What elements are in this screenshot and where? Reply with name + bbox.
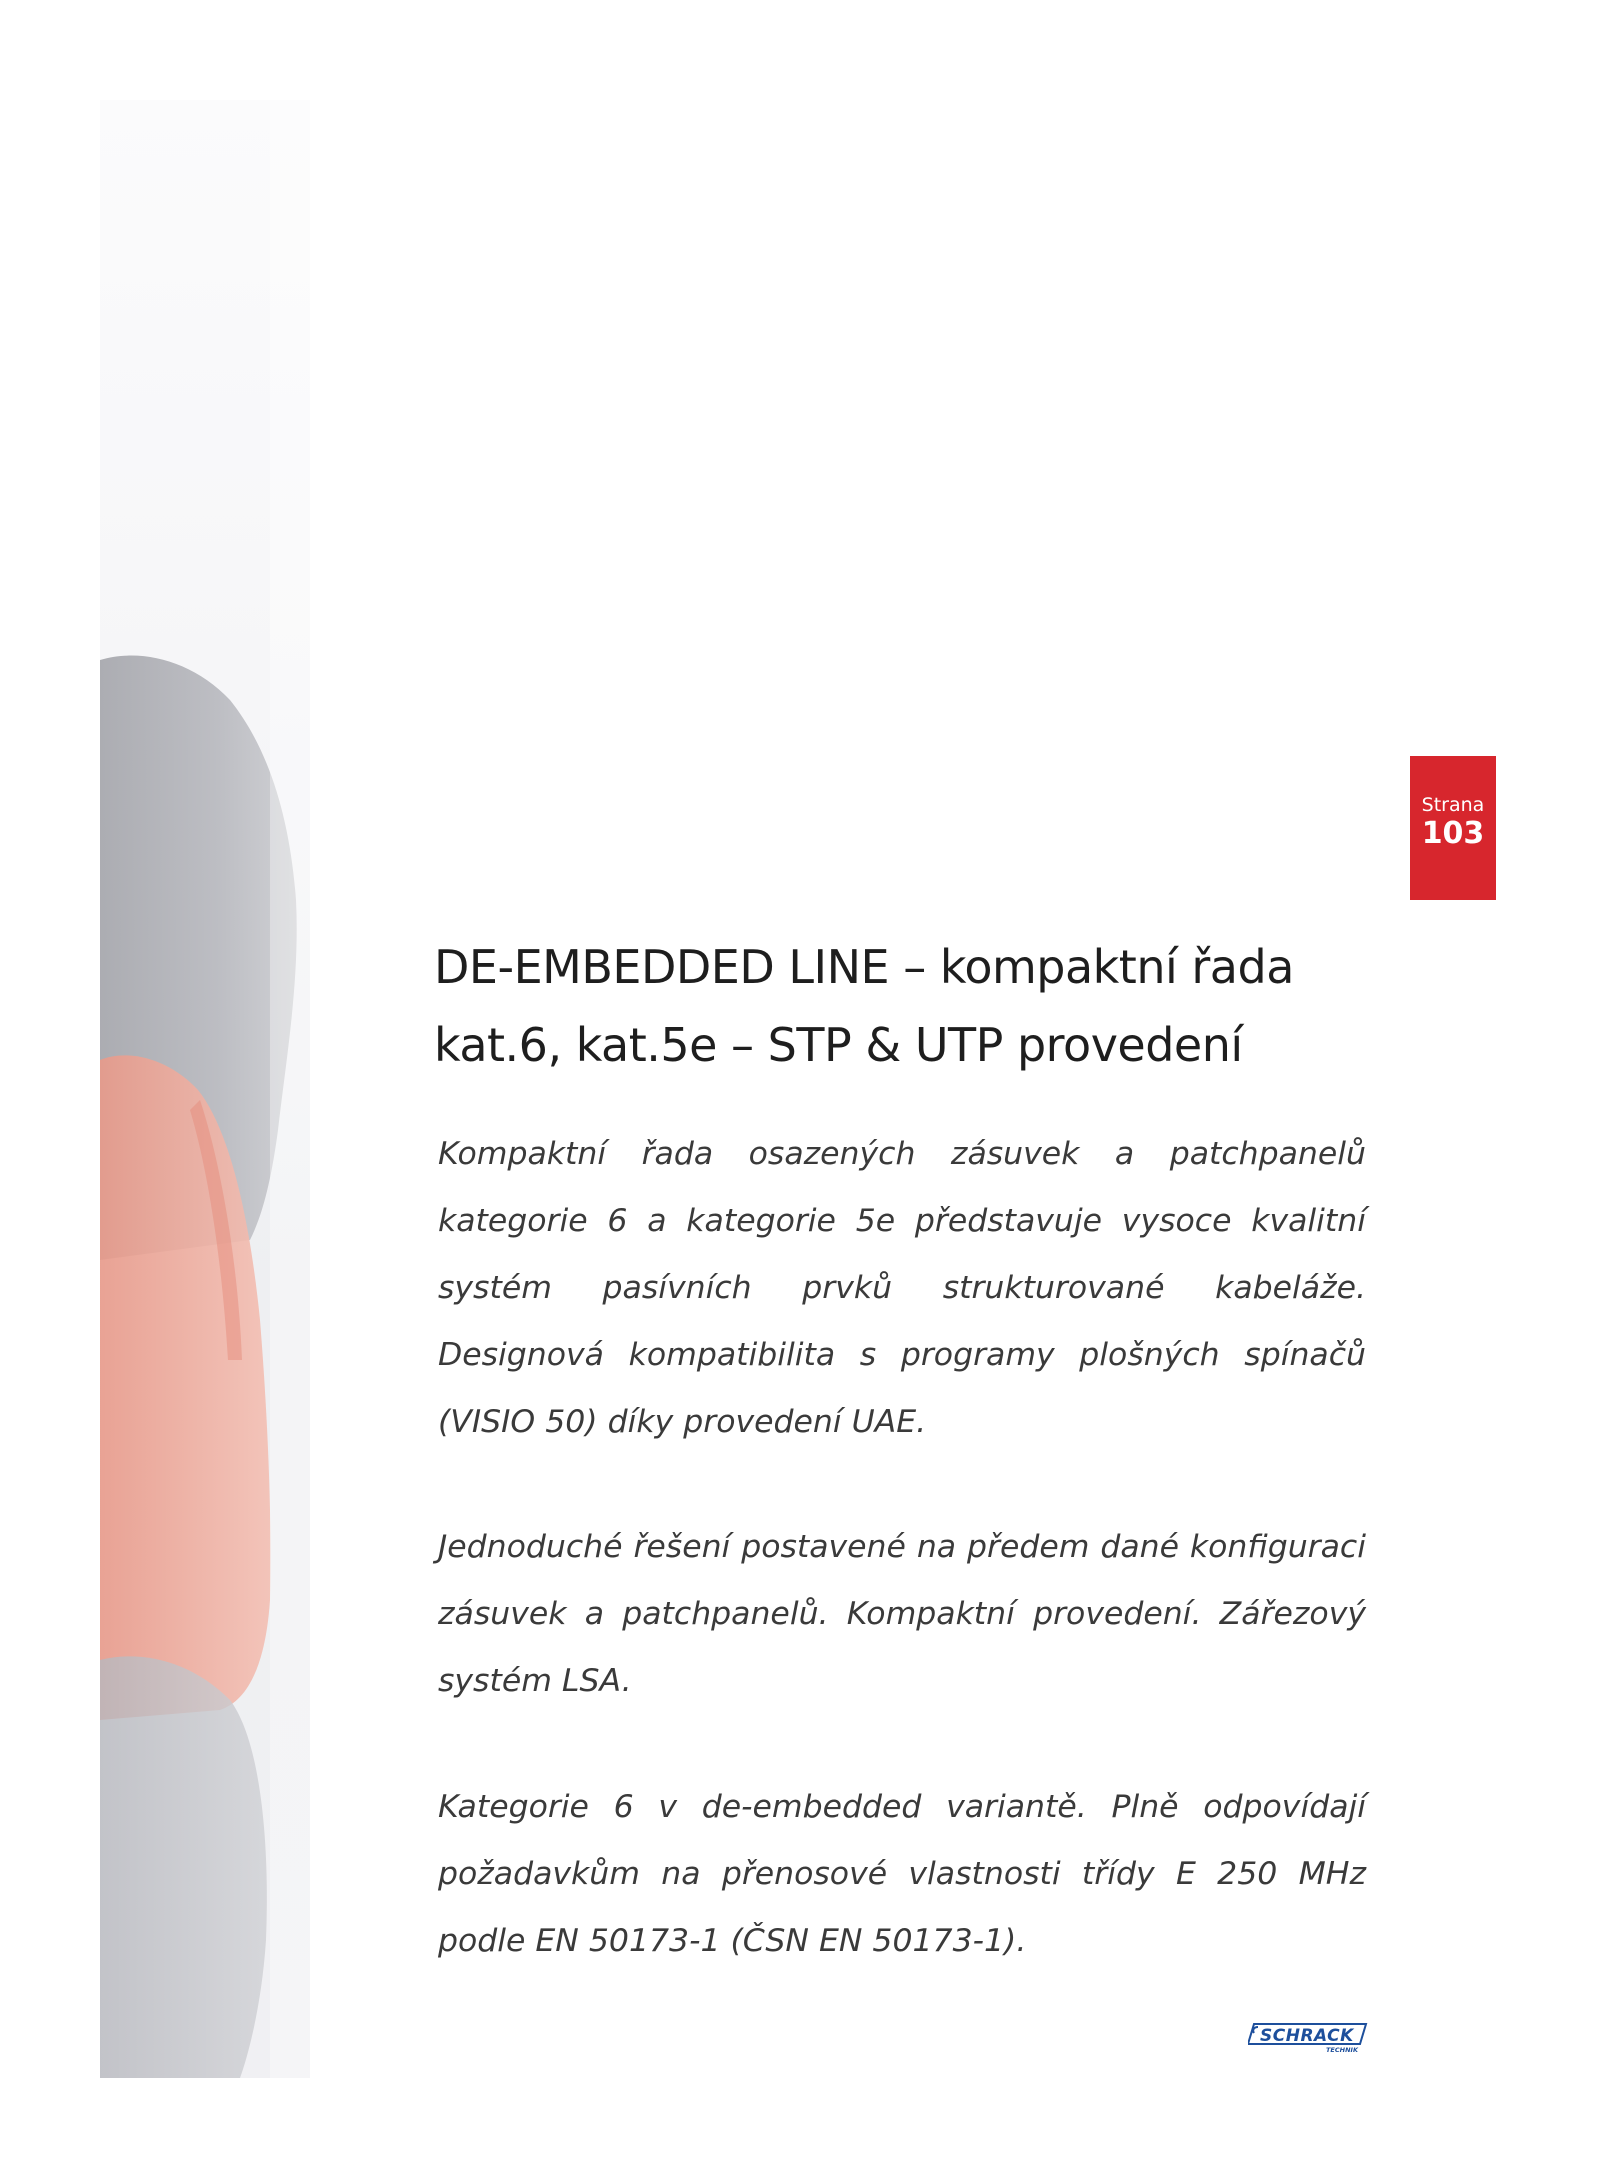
paragraph-solution <box>438 1514 1366 1715</box>
paragraph-category <box>438 1774 1366 1975</box>
heading-line: DE-EMBEDDED LINE – kompaktní řada <box>434 940 1294 994</box>
page-label: Strana <box>1421 794 1485 816</box>
section-heading <box>434 928 1384 1084</box>
heading-line: kat.6, kat.5e – STP & UTP provedení <box>434 1018 1243 1072</box>
woman-silhouette-image <box>100 100 310 2078</box>
logo-brand-text: SCHRACK <box>1260 2026 1354 2046</box>
paragraph-line: požadavkům na přenosové vlastnosti třídy E 250 MHz <box>438 1856 1366 1892</box>
page-number-tab <box>1410 756 1496 900</box>
paragraph-line: Kompaktní řada osazených zásuvek a patchpanelů <box>438 1136 1366 1172</box>
paragraph-line: Designová kompatibilita s programy plošných spínačů <box>438 1337 1366 1373</box>
paragraph-line: kategorie 6 a kategorie 5e představuje vysoce kvalitní <box>438 1203 1366 1239</box>
side-photo-strip <box>100 100 310 2078</box>
paragraph-line: podle EN 50173-1 (ČSN EN 50173-1). <box>438 1923 1027 1959</box>
logo-sub-text: TECHNIK <box>1326 2046 1358 2054</box>
paragraph-line: zásuvek a patchpanelů. Kompaktní provedení. Zářezový <box>438 1596 1366 1632</box>
paragraph-line: systém LSA. <box>438 1663 632 1699</box>
paragraph-intro <box>438 1121 1366 1456</box>
paragraph-line: Jednoduché řešení postavené na předem dané konfiguraci <box>438 1529 1366 1565</box>
paragraph-line: systém pasívních prvků strukturované kabeláže. <box>438 1270 1366 1306</box>
page-number: 103 <box>1421 816 1485 851</box>
paragraph-line: (VISIO 50) díky provedení UAE. <box>438 1404 927 1440</box>
schrack-logo <box>1248 2022 1368 2054</box>
paragraph-line: Kategorie 6 v de-embedded variantě. Plně odpovídají <box>438 1789 1366 1825</box>
